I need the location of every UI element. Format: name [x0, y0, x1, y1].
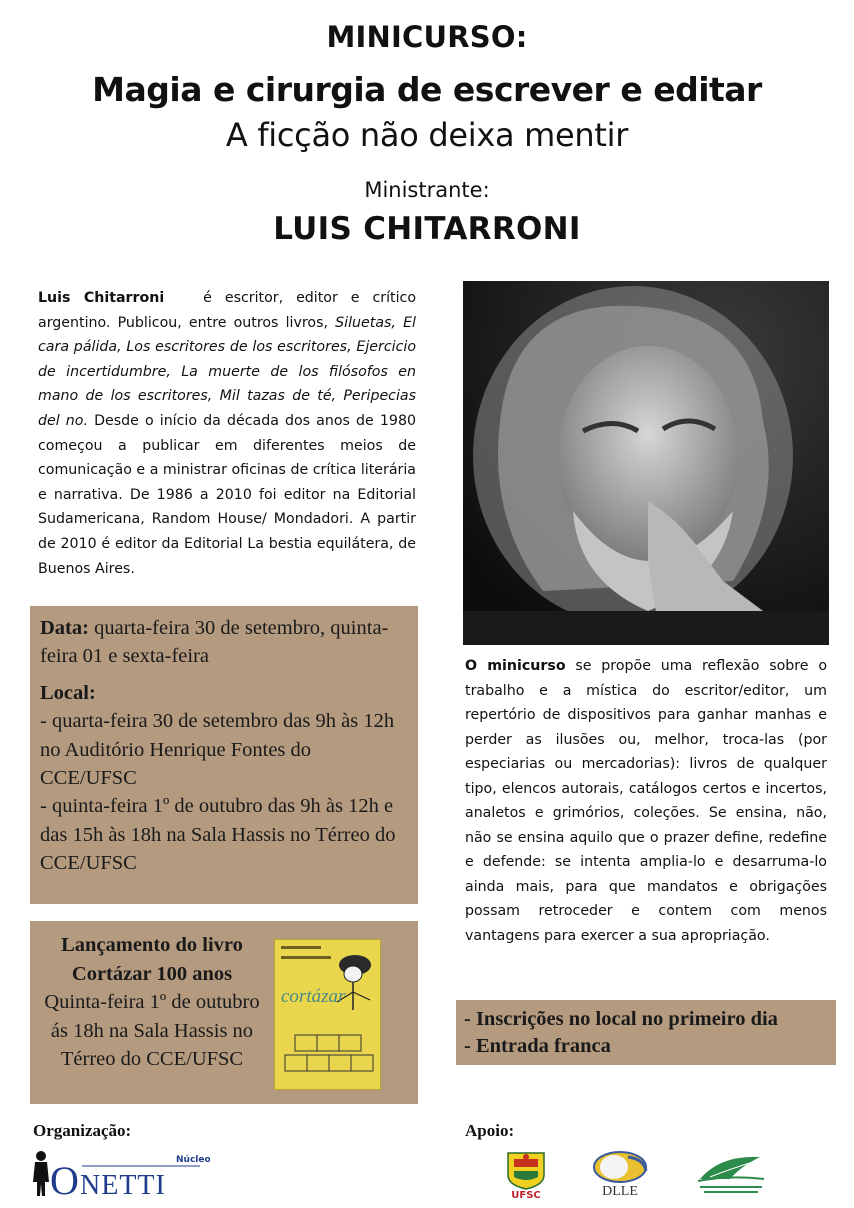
bio-text-1: é escritor, editor e crítico argentino. Publicou, entre outros livros,	[38, 290, 417, 331]
bio-text-2: Desde o início da década dos anos de 1980 começou a publicar em diferentes meios de comunicação e a ministrar oficinas de crítica literária e narrativa. De 1986 a 2010 foi editor na Editorial Sudamericana, Random House/ Mondadori. A partir de 2010 é editor da Editorial La bestia equilátera, de Buenos Aires.	[38, 412, 416, 577]
local-label: Local:	[40, 681, 96, 704]
bio-book-titles: Siluetas, El cara pálida, Los escritores de los escritores, Ejercicio de incertidumbre, La muerte de los filósofos en mano de los escritores, Mil tazas de té, Peripecias del no.	[38, 314, 417, 429]
date-value: quarta-feira 30 de setembro, quinta-feira 01 e sexta-feira	[40, 617, 389, 668]
svg-text:DLLE: DLLE	[602, 1184, 638, 1197]
portrait-photo	[463, 281, 829, 645]
book-launch-text	[38, 931, 266, 1074]
launch-details: Quinta-feira 1º de outubro ás 18h na Sala Hassis no Térreo do CCE/UFSC	[44, 991, 260, 1071]
launch-title-2: Cortázar 100 anos	[71, 962, 233, 985]
nucleo-onetti-logo	[30, 1148, 210, 1198]
svg-text:O: O	[50, 1158, 79, 1198]
launch-title-1: Lançamento do livro	[61, 934, 243, 956]
description-lead: O minicurso	[465, 658, 566, 674]
ufsc-logo-icon	[500, 1149, 552, 1199]
nucleo-onetti-logo-icon	[30, 1148, 210, 1198]
ministrante-name: LUIS CHITARRONI	[273, 211, 581, 247]
pgl-logo	[690, 1149, 772, 1197]
description-text: se propõe uma reflexão sobre o trabalho e a mística do escritor/editor, um repertório de dispositivos para ganhar manhas e perder as ilusões ou, melhor, troca-las (por especiarias ou mercadorias): livros de qualquer tipo, elencos autorais, catálogos certos e incertos, analetos e grimórios, coleções. Se ensina, não, não se ensina aquilo que o prazer define, redefine e defende: se intenta amplia-lo e desarruma-lo ainda mais, para que mandatos e obrigações possam retroceder e contem com menos vantagens para exercer a sua apropriação.	[465, 658, 828, 944]
course-title: Magia e cirurgia de escrever e editar	[92, 70, 762, 109]
info-registration: - Inscrições no local no primeiro dia	[464, 1008, 778, 1030]
info-box	[456, 1000, 836, 1065]
bio-name: Luis Chitarroni	[38, 290, 165, 306]
book-cover-image	[274, 939, 381, 1090]
svg-text:NETTI: NETTI	[80, 1170, 166, 1198]
bio-paragraph	[38, 286, 416, 581]
portrait-photo-icon	[463, 281, 829, 645]
local-line-1: - quarta-feira 30 de setembro das 9h às 12h no Auditório Henrique Fontes do CCE/UFSC	[40, 710, 395, 790]
schedule-box	[30, 606, 418, 904]
apoio-label: Apoio:	[465, 1121, 515, 1140]
date-label: Data:	[40, 617, 89, 639]
book-cover-icon	[275, 940, 381, 1090]
ufsc-logo	[500, 1149, 552, 1199]
pgl-logo-icon	[690, 1149, 772, 1197]
ministrante-label: Ministrante:	[364, 178, 490, 202]
local-line-2: - quinta-feira 1º de outubro das 9h às 12h e das 15h às 18h na Sala Hassis no Térreo do CCE/UFSC	[40, 795, 396, 875]
organizacao-label: Organização:	[33, 1121, 132, 1140]
svg-text:UFSC: UFSC	[511, 1190, 541, 1199]
course-subtitle: A ficção não deixa mentir	[225, 116, 629, 154]
course-description	[465, 654, 827, 948]
info-free-entry: - Entrada franca	[464, 1035, 611, 1057]
svg-text:Núcleo: Núcleo	[176, 1155, 210, 1165]
svg-text:cortázar: cortázar	[281, 986, 346, 1007]
dlle-logo-icon	[584, 1149, 656, 1197]
date-section	[40, 614, 408, 671]
course-label: MINICURSO:	[326, 20, 528, 54]
dlle-logo	[584, 1149, 656, 1197]
